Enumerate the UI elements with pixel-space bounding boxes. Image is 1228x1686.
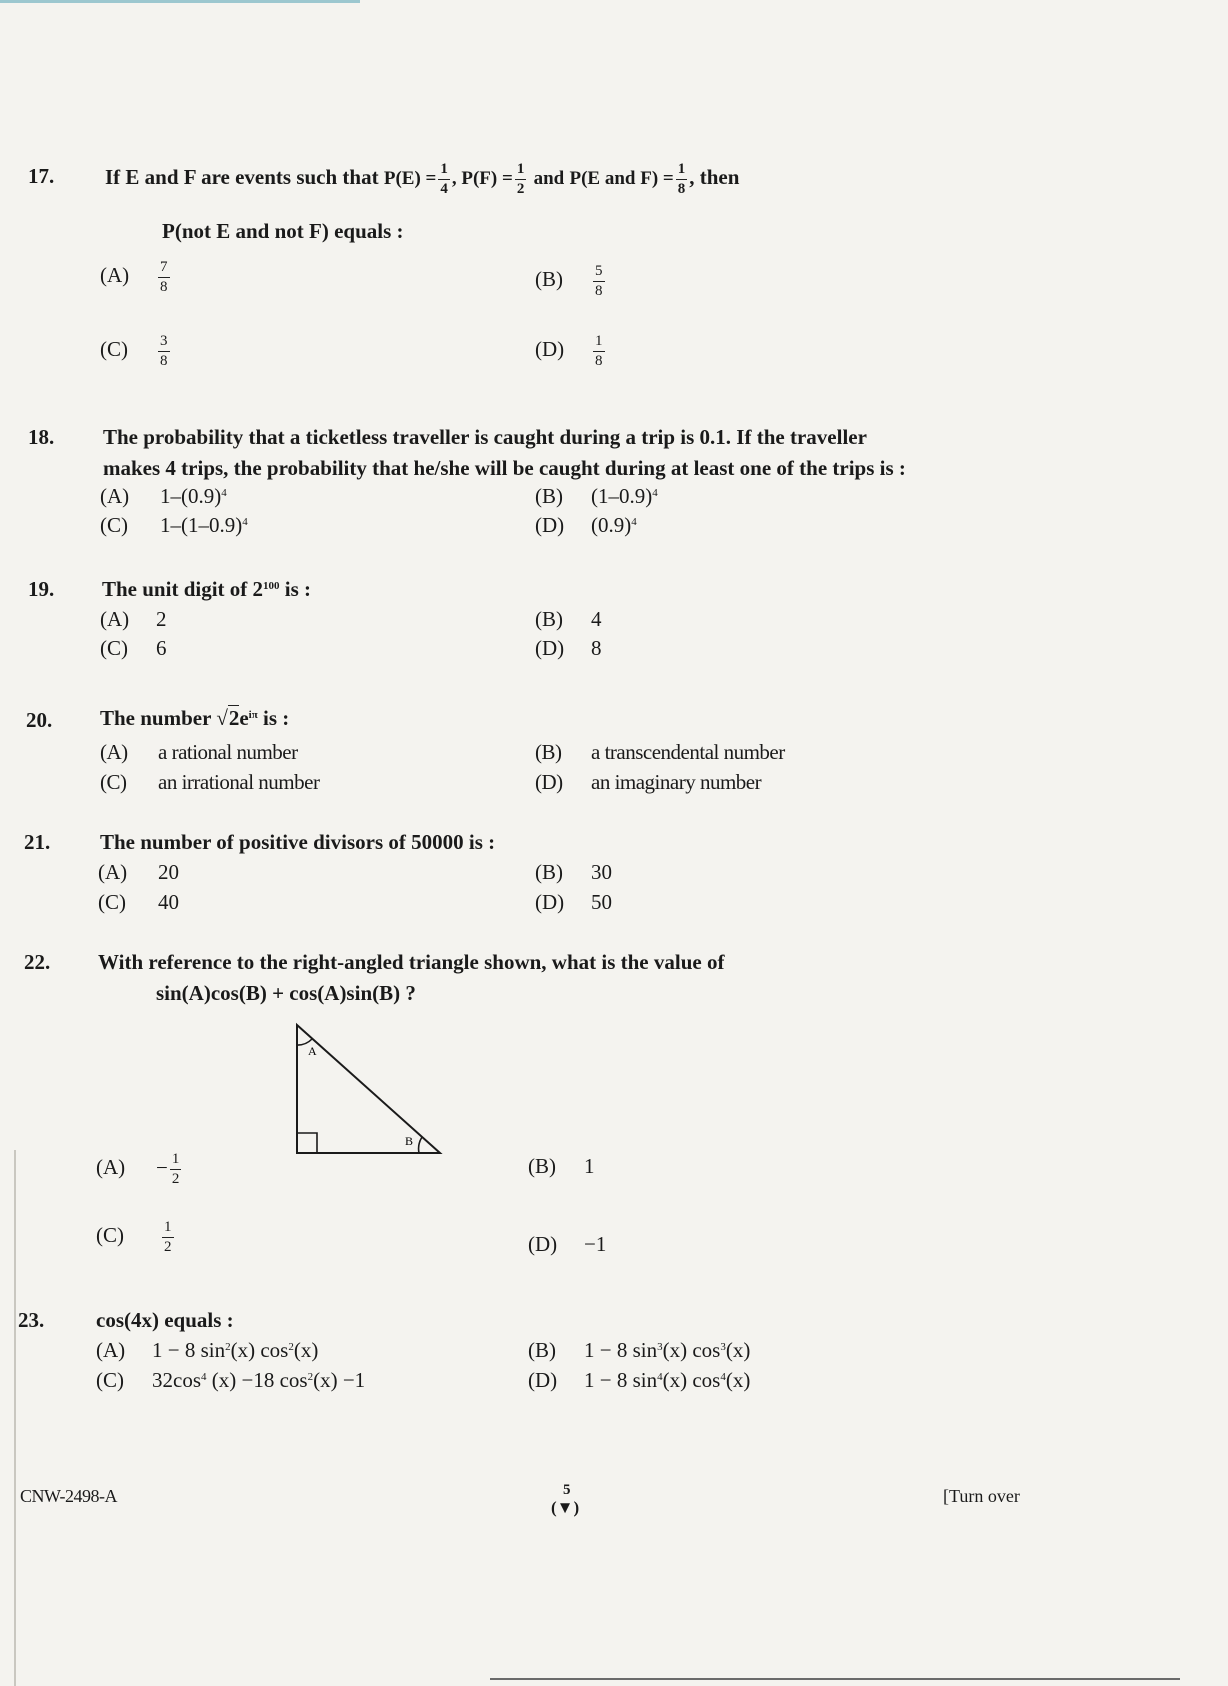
q17-number: 17. [28,164,55,188]
q20-option-a[interactable]: (A) a rational number [100,740,298,764]
q18-option-d[interactable]: (D) $(0.9)^4$ [535,513,637,537]
q19-number: 19. [28,577,55,601]
right-angle-marker [297,1133,317,1153]
q17-option-a[interactable]: (A) $\frac{7}{8}$ [100,259,168,295]
q17-option-d[interactable]: (D) $\frac{1}{8}$ [535,333,603,369]
q17-pef-frac: $\frac{1}{8}$ [677,160,686,197]
scan-edge-bottom [490,1678,1180,1680]
sqrt-symbol: √ [216,706,228,730]
q22-option-a[interactable]: (A) − $\frac{1}{2}$ [96,1151,180,1187]
footer-down-mark: (▼) [551,1498,580,1517]
q21-option-a[interactable]: (A) 20 [98,860,179,884]
scan-edge-left [14,1150,16,1686]
right-triangle-diagram [285,1015,455,1160]
q21-option-d[interactable]: (D) 50 [535,890,612,914]
q19-option-d[interactable]: (D) 8 [535,636,602,660]
q20-option-b[interactable]: (B) a transcendental number [535,740,785,764]
q23-stem: cos(4x) equals : [96,1308,234,1332]
q21-option-b[interactable]: (B) 30 [535,860,612,884]
q17-pf-frac: $\frac{1}{2}$ [516,160,525,197]
q18-option-a[interactable]: (A) $1-(0.9)^4$ [100,484,227,508]
q21-number: 21. [24,830,51,854]
q19-option-a[interactable]: (A) 2 [100,607,167,631]
q17-option-c[interactable]: (C) $\frac{3}{8}$ [100,333,168,369]
q17-pe-frac: $\frac{1}{4}$ [440,160,448,197]
q23-option-d[interactable]: (D) 1 − 8 $\sin^4(x)$ $\cos^4(x)$ [528,1368,751,1392]
scan-edge-top [0,0,360,3]
q18-stem-line2: makes 4 trips, the probability that he/she will be caught during at least one of the trips is : [103,456,906,480]
q23-option-a[interactable]: (A) 1 − 8 $\sin^2(x)$ $\cos^2(x)$ [96,1338,319,1362]
q18-number: 18. [28,425,55,449]
q17-pf-label: , P(F) = [451,168,513,189]
q18-stem-line1: The probability that a ticketless traveller is caught during a trip is 0.1. If the traveller [103,425,867,449]
q20-number: 20. [26,708,53,732]
q18-option-c[interactable]: (C) $1-(1-0.9)^4$ [100,513,248,537]
q21-option-c[interactable]: (C) 40 [98,890,179,914]
footer-page-number: 5 [563,1482,571,1498]
footer-paper-code: CNW-2498-A [20,1486,117,1506]
q19-option-b[interactable]: (B) 4 [535,607,602,631]
q17-pef-label: P(E and F) = [569,168,674,189]
q19-option-c[interactable]: (C) 6 [100,636,167,660]
footer-turn-over: [Turn over [943,1486,1020,1506]
vertex-a-label: A [308,1044,317,1058]
q23-number: 23. [18,1308,45,1332]
q17-stem-line2: P(not E and not F) equals : [162,219,404,243]
angle-b-arc [419,1137,422,1153]
q22-number: 22. [24,950,51,974]
q20-option-c[interactable]: (C) an irrational number [100,770,320,794]
q19-stem: The unit digit of $2^{100}$ is : [102,577,312,601]
q22-option-b[interactable]: (B) 1 [528,1154,595,1178]
q17-stem-line1: If E and F are events such that P(E) = $\frac{1}{4}$ , P(F) = $\frac{1}{2}$ and P(E and F) = $\frac{1}{8}$ , then [105,160,740,197]
q17-pe-label: P(E) = [383,168,437,189]
q17-option-b[interactable]: (B) $\frac{5}{8}$ [535,263,603,299]
q22-stem-line1: With reference to the right-angled triangle shown, what is the value of [98,950,725,974]
q18-option-b[interactable]: (B) $(1-0.9)^4$ [535,484,658,508]
q23-option-c[interactable]: (C) $32\cos^4$ (x) −18 $\cos^2(x) -1$ [96,1368,366,1392]
q22-stem-line2: sin(A)cos(B) + cos(A)sin(B) ? [156,981,416,1005]
q21-stem: The number of positive divisors of 50000 is : [100,830,496,854]
q20-option-d[interactable]: (D) an imaginary number [535,770,762,794]
triangle-outline [297,1025,440,1153]
q20-stem: The number $√2e^{i\pi}$ is : [100,706,290,730]
q23-option-b[interactable]: (B) 1 − 8 $\sin^3(x)$ $\cos^3(x)$ [528,1338,751,1362]
q22-option-c[interactable]: (C) $\frac{1}{2}$ [96,1219,172,1255]
q22-option-d[interactable]: (D) −1 [528,1232,607,1256]
q17-intro: If E and F are events such that [105,165,379,189]
vertex-b-label: B [405,1134,414,1148]
